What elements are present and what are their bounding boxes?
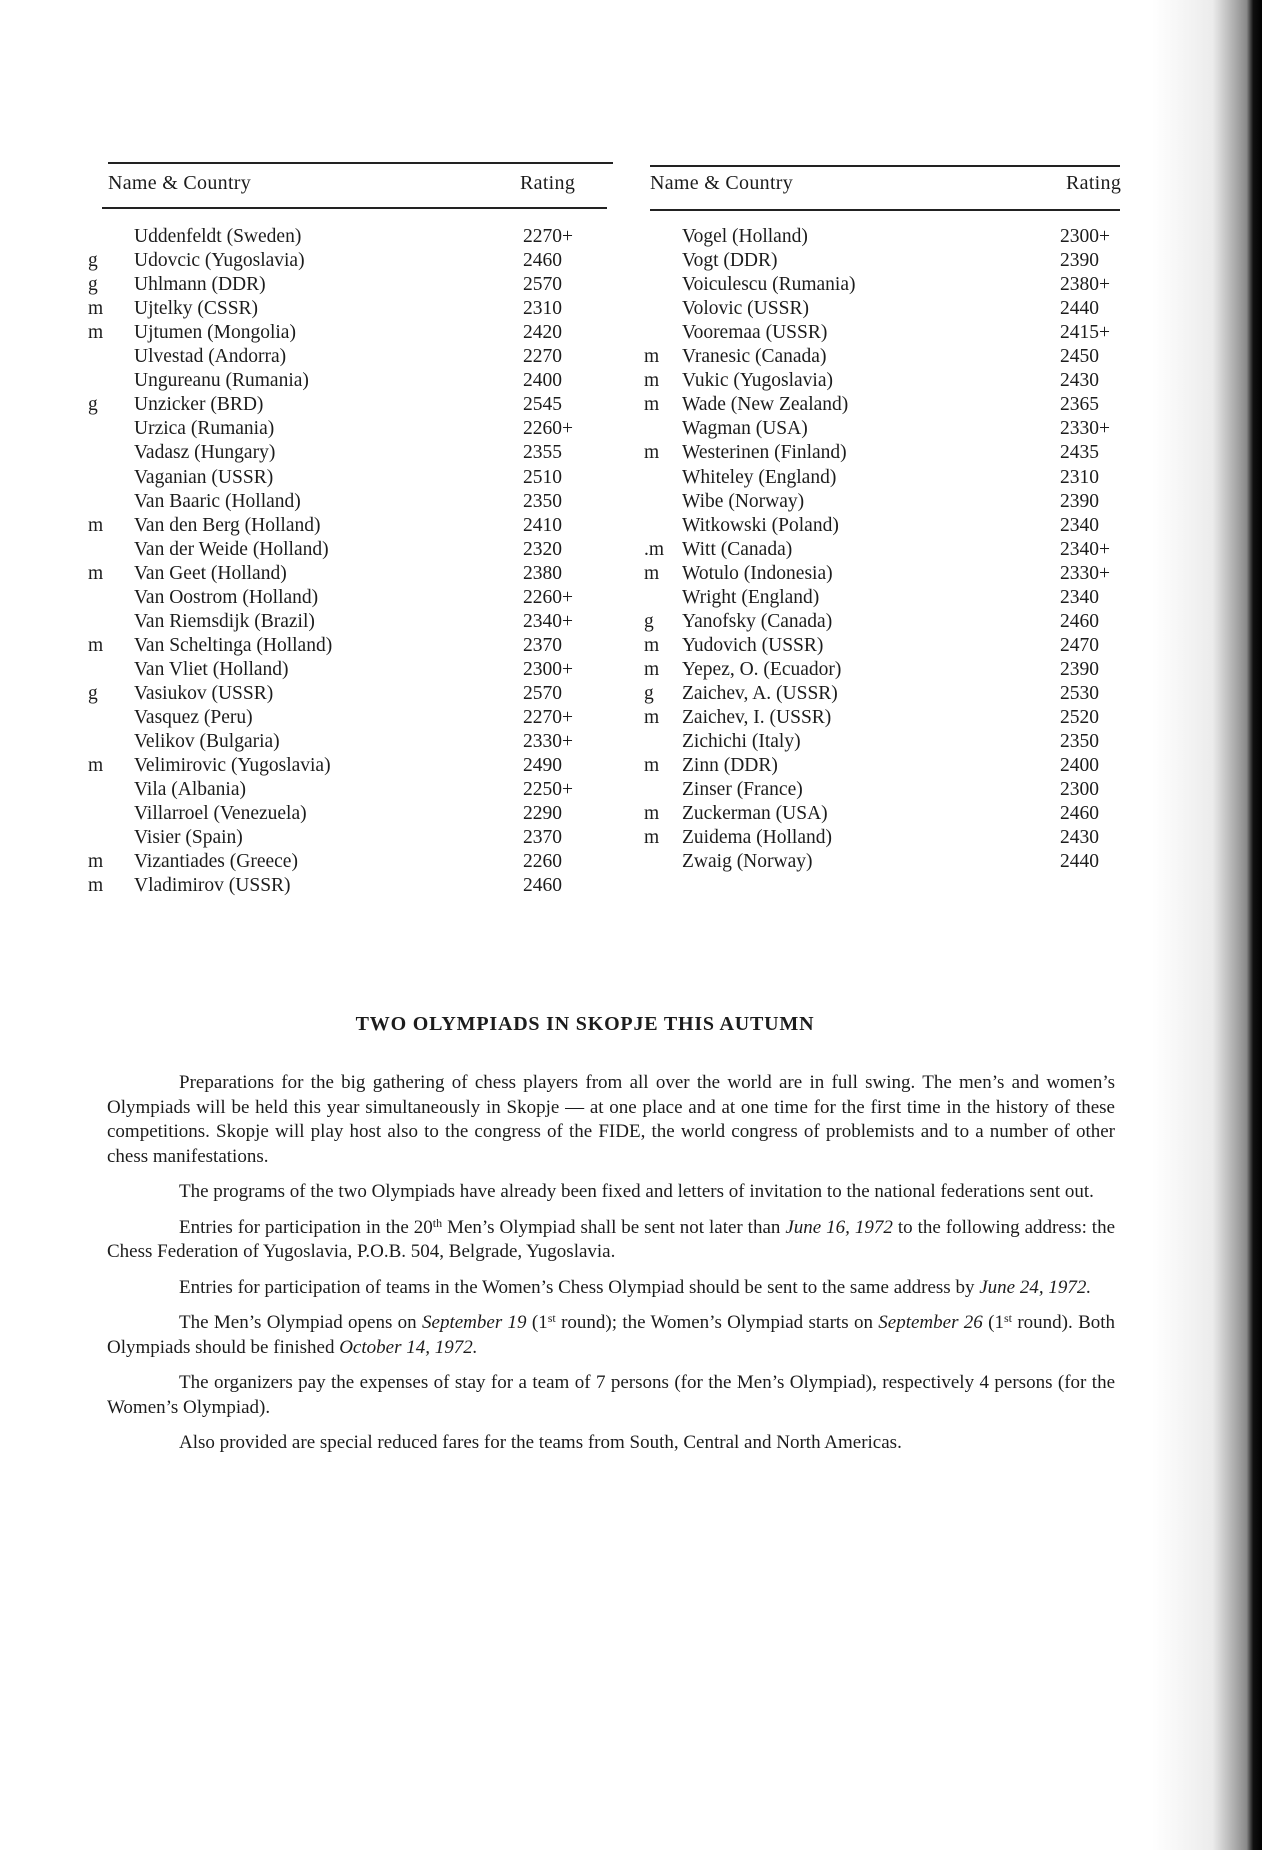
player-title: m xyxy=(88,851,104,873)
player-title: m xyxy=(644,755,660,777)
article-paragraph xyxy=(107,1371,1115,1420)
player-rating: 2450 xyxy=(1060,346,1099,368)
player-rating: 2430 xyxy=(1060,370,1099,392)
player-rating: 2260+ xyxy=(523,586,573,608)
superscript: st xyxy=(547,1311,556,1325)
player-name-country: Velimirovic (Yugoslavia) xyxy=(134,755,331,777)
paragraph-text: (1 xyxy=(526,1312,548,1333)
player-name-country: Visier (Spain) xyxy=(134,827,243,849)
player-name-country: Van den Berg (Holland) xyxy=(134,514,321,536)
player-name-country: Zwaig (Norway) xyxy=(682,851,813,873)
player-name-country: Wibe (Norway) xyxy=(682,490,805,512)
player-name-country: Uhlmann (DDR) xyxy=(134,274,266,296)
player-name-country: Whiteley (England) xyxy=(682,466,837,488)
player-rating: 2460 xyxy=(1060,803,1099,825)
player-title: m xyxy=(88,514,104,536)
player-rating: 2340+ xyxy=(1060,538,1110,560)
player-rating: 2310 xyxy=(523,298,562,320)
player-title: m xyxy=(88,634,104,656)
player-rating: 2365 xyxy=(1060,394,1099,416)
player-rating: 2390 xyxy=(1060,658,1099,680)
italic-date: October 14, 1972. xyxy=(339,1336,478,1358)
italic-date: September 26 xyxy=(878,1312,983,1333)
player-rating: 2435 xyxy=(1060,442,1099,464)
paragraph-text: Preparations for the big gathering of chess players from all over the world are in full swing. The men’s and women’s Olympiads will be held this year simultaneously in Skopje — at one place and at one time for the first time in the history of these competitions. Skopje will play host also to the congress of the FIDE, the world congress of problemists and to a number of other chess manifestations. xyxy=(107,1072,1115,1167)
player-title: g xyxy=(88,394,98,416)
player-title: m xyxy=(644,562,660,584)
player-name-country: Zichichi (Italy) xyxy=(682,731,801,753)
player-name-country: Zinn (DDR) xyxy=(682,755,778,777)
player-rating: 2250+ xyxy=(523,779,573,801)
column-header-rating: Rating xyxy=(1066,172,1122,194)
player-title: g xyxy=(88,274,98,296)
player-title: g xyxy=(88,250,98,272)
player-rating: 2470 xyxy=(1060,634,1099,656)
player-rating: 2350 xyxy=(523,490,562,512)
superscript: st xyxy=(1003,1311,1012,1325)
player-name-country: Westerinen (Finland) xyxy=(682,442,847,464)
player-rating: 2320 xyxy=(523,538,562,560)
article-paragraph xyxy=(107,1180,1115,1205)
player-name-country: Yepez, O. (Ecuador) xyxy=(682,658,842,680)
player-title: .m xyxy=(644,538,665,560)
player-rating: 2400 xyxy=(523,370,562,392)
player-name-country: Vasquez (Peru) xyxy=(134,707,253,728)
player-rating: 2260+ xyxy=(523,418,573,440)
paragraph-text: Also provided are special reduced fares for the teams from South, Central and North Americas. xyxy=(179,1432,902,1453)
player-name-country: Unzicker (BRD) xyxy=(134,394,264,416)
player-title: m xyxy=(644,707,660,728)
player-rating: 2380+ xyxy=(1060,274,1110,296)
player-title: m xyxy=(644,634,660,656)
player-title: g xyxy=(644,682,654,704)
player-name-country: Ujtelky (CSSR) xyxy=(134,298,259,320)
player-name-country: Urzica (Rumania) xyxy=(134,418,275,440)
player-name-country: Van Geet (Holland) xyxy=(134,562,287,584)
player-name-country: Vila (Albania) xyxy=(134,779,246,801)
paragraph-text: Men’s Olympiad shall be sent not later than xyxy=(442,1216,786,1238)
paragraph-text: to the following address: the Chess Federation of Yugoslavia, P.O.B. 504, Belgrade, Yugoslavia. xyxy=(107,1216,1116,1262)
player-rating: 2330+ xyxy=(1060,562,1110,584)
player-rating: 2270+ xyxy=(523,707,573,728)
player-rating: 2570 xyxy=(523,274,562,296)
player-title: m xyxy=(644,658,660,680)
player-rating: 2390 xyxy=(1060,490,1099,512)
player-name-country: Vizantiades (Greece) xyxy=(134,851,298,873)
paragraph-text: (1 xyxy=(982,1312,1004,1333)
player-title: m xyxy=(88,298,104,320)
player-rating: 2270 xyxy=(523,346,562,368)
player-title: m xyxy=(644,803,660,825)
player-name-country: Volovic (USSR) xyxy=(682,298,809,320)
italic-date: June 16, 1972 xyxy=(785,1216,893,1238)
page-edge-shadow xyxy=(1152,0,1262,1850)
player-name-country: Uddenfeldt (Sweden) xyxy=(134,226,302,247)
player-title: m xyxy=(88,322,104,344)
player-rating: 2440 xyxy=(1060,851,1099,873)
player-rating: 2340+ xyxy=(523,610,573,632)
player-name-country: Van der Weide (Holland) xyxy=(134,538,329,560)
player-name-country: Vogt (DDR) xyxy=(682,250,778,272)
player-rating: 2570 xyxy=(523,682,562,704)
player-title: m xyxy=(644,827,660,849)
player-rating: 2460 xyxy=(1060,610,1099,632)
player-rating: 2300+ xyxy=(1060,226,1110,247)
paragraph-text: Entries for participation of teams in the Women’s Chess Olympiad should be sent to the same address by xyxy=(179,1276,980,1298)
player-title: m xyxy=(88,562,104,584)
player-rating: 2330+ xyxy=(1060,418,1110,440)
column-header-name: Name & Country xyxy=(108,172,252,194)
player-name-country: Wright (England) xyxy=(682,586,820,608)
player-name-country: Van Baaric (Holland) xyxy=(134,490,301,512)
player-name-country: Zaichev, I. (USSR) xyxy=(682,707,832,728)
article-paragraph xyxy=(107,1071,1115,1169)
player-rating: 2340 xyxy=(1060,514,1099,536)
player-rating: 2460 xyxy=(523,250,562,272)
player-name-country: Velikov (Bulgaria) xyxy=(134,731,280,753)
player-name-country: Wade (New Zealand) xyxy=(682,394,849,416)
article-heading: TWO OLYMPIADS IN SKOPJE THIS AUTUMN xyxy=(355,1013,815,1035)
player-rating: 2400 xyxy=(1060,755,1099,777)
article-paragraph xyxy=(107,1216,1115,1265)
player-rating: 2260 xyxy=(523,851,562,873)
column-header-name: Name & Country xyxy=(650,172,794,194)
player-title: m xyxy=(88,875,104,897)
player-name-country: Van Riemsdijk (Brazil) xyxy=(134,610,315,632)
top-rule xyxy=(650,165,1120,167)
player-rating: 2440 xyxy=(1060,298,1099,320)
top-rule xyxy=(108,162,613,164)
player-rating: 2420 xyxy=(523,322,562,344)
player-name-country: Zinser (France) xyxy=(682,779,803,801)
player-rating: 2300+ xyxy=(523,658,573,680)
player-rating: 2390 xyxy=(1060,250,1099,272)
paragraph-text: The programs of the two Olympiads have already been fixed and letters of invitation to the national federations sent out. xyxy=(179,1181,1094,1202)
player-name-country: Ungureanu (Rumania) xyxy=(134,370,309,392)
player-name-country: Zuidema (Holland) xyxy=(682,827,832,849)
player-name-country: Zuckerman (USA) xyxy=(682,803,828,825)
player-title: g xyxy=(644,610,654,632)
player-name-country: Vladimirov (USSR) xyxy=(134,875,291,897)
article-body xyxy=(107,1071,1115,1467)
player-name-country: Witt (Canada) xyxy=(682,538,793,560)
player-rating: 2545 xyxy=(523,394,562,416)
player-name-country: Ulvestad (Andorra) xyxy=(134,346,287,368)
player-rating: 2300 xyxy=(1060,779,1099,801)
player-name-country: Vaganian (USSR) xyxy=(134,466,274,488)
italic-date: June 24, 1972. xyxy=(979,1276,1092,1298)
player-name-country: Villarroel (Venezuela) xyxy=(134,803,307,825)
player-rating: 2490 xyxy=(523,755,562,777)
player-rating: 2340 xyxy=(1060,586,1099,608)
player-name-country: Van Vliet (Holland) xyxy=(134,658,289,680)
player-name-country: Zaichev, A. (USSR) xyxy=(682,682,838,704)
player-rating: 2380 xyxy=(523,562,562,584)
player-name-country: Yanofsky (Canada) xyxy=(682,610,833,632)
player-title: g xyxy=(88,682,98,704)
header-rule xyxy=(102,207,607,209)
paragraph-text: Entries for participation in the 20 xyxy=(179,1216,433,1238)
player-title: m xyxy=(88,755,104,777)
italic-date: September 19 xyxy=(422,1312,527,1333)
player-title: m xyxy=(644,370,660,392)
player-rating: 2350 xyxy=(1060,731,1099,753)
paragraph-text: round). Both Olympiads should be finished xyxy=(107,1312,1116,1358)
player-title: m xyxy=(644,346,660,368)
player-rating: 2310 xyxy=(1060,466,1099,488)
player-name-country: Wotulo (Indonesia) xyxy=(682,562,833,584)
player-name-country: Vadasz (Hungary) xyxy=(134,442,276,464)
player-rating: 2430 xyxy=(1060,827,1099,849)
player-rating: 2370 xyxy=(523,634,562,656)
article-paragraph xyxy=(107,1431,1115,1456)
player-name-country: Yudovich (USSR) xyxy=(682,634,824,656)
player-name-country: Udovcic (Yugoslavia) xyxy=(134,250,305,272)
player-rating: 2370 xyxy=(523,827,562,849)
player-rating: 2330+ xyxy=(523,731,573,753)
player-rating: 2415+ xyxy=(1060,322,1110,344)
player-name-country: Vooremaa (USSR) xyxy=(682,322,828,344)
superscript: th xyxy=(432,1215,443,1230)
player-name-country: Witkowski (Poland) xyxy=(682,514,839,536)
header-rule xyxy=(650,209,1120,211)
player-title: m xyxy=(644,442,660,464)
player-name-country: Vogel (Holland) xyxy=(682,226,808,247)
paragraph-text: round); the Women’s Olympiad starts on xyxy=(555,1312,879,1333)
article-paragraph xyxy=(107,1311,1115,1360)
player-name-country: Vranesic (Canada) xyxy=(682,346,827,368)
player-name-country: Van Scheltinga (Holland) xyxy=(134,634,333,656)
player-title: m xyxy=(644,394,660,416)
paragraph-text: The organizers pay the expenses of stay for a team of 7 persons (for the Men’s Olympiad), respectively 4 persons (for the Women’s Olympiad). xyxy=(107,1372,1115,1418)
player-rating: 2510 xyxy=(523,466,562,488)
player-name-country: Voiculescu (Rumania) xyxy=(682,274,856,296)
player-name-country: Van Oostrom (Holland) xyxy=(134,586,319,608)
player-rating: 2410 xyxy=(523,514,562,536)
column-header-rating: Rating xyxy=(520,172,576,194)
player-rating: 2355 xyxy=(523,442,562,464)
player-rating: 2290 xyxy=(523,803,562,825)
player-name-country: Wagman (USA) xyxy=(682,418,808,440)
player-rating: 2270+ xyxy=(523,226,573,247)
article-paragraph xyxy=(107,1276,1115,1301)
player-rating: 2460 xyxy=(523,875,562,897)
player-name-country: Vukic (Yugoslavia) xyxy=(682,370,834,392)
player-rating: 2520 xyxy=(1060,707,1099,728)
paragraph-text: The Men’s Olympiad opens on xyxy=(179,1312,423,1333)
player-name-country: Vasiukov (USSR) xyxy=(134,682,274,704)
player-name-country: Ujtumen (Mongolia) xyxy=(134,322,296,344)
player-rating: 2530 xyxy=(1060,682,1099,704)
